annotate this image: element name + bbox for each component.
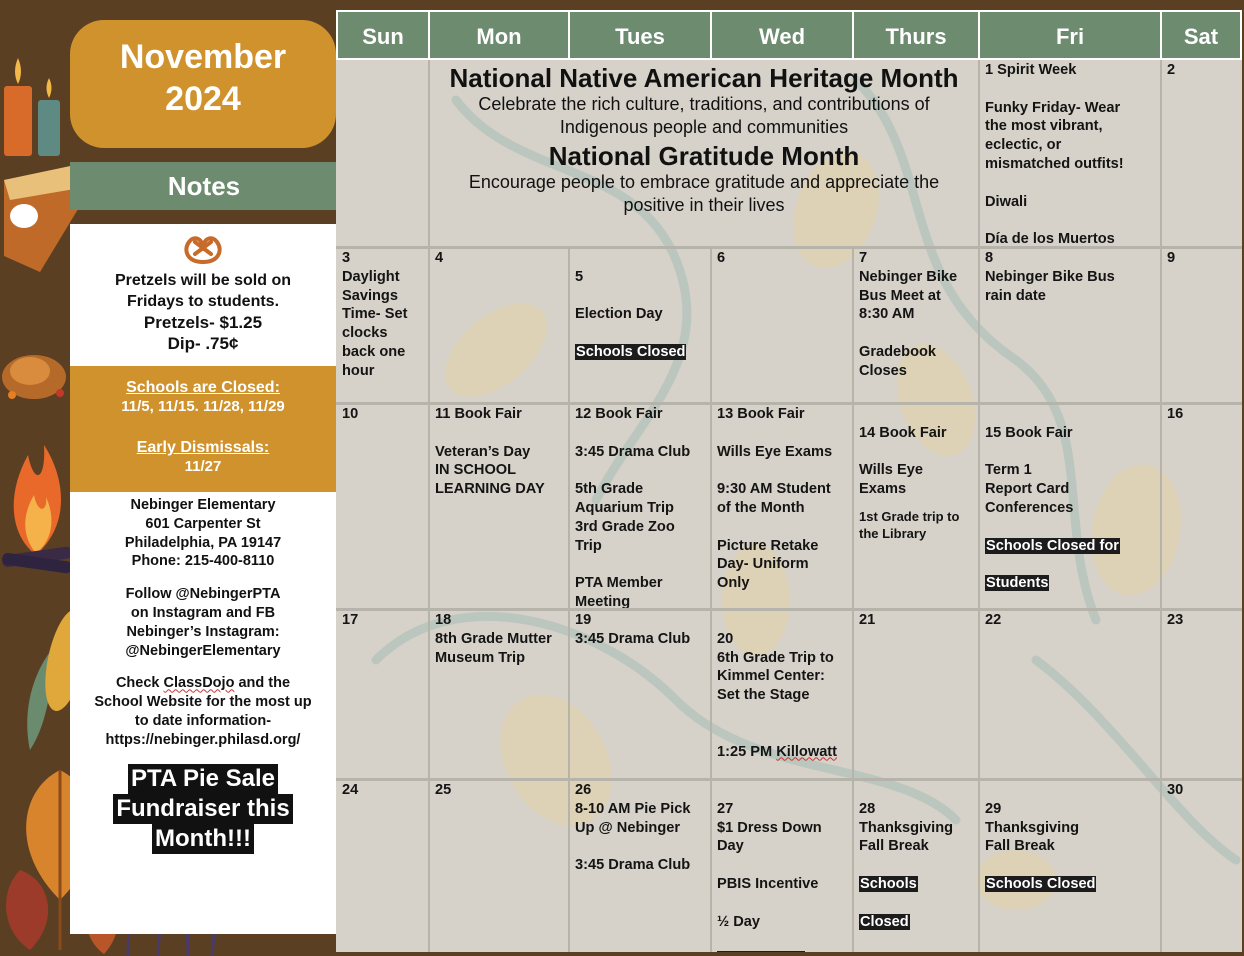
check-line3: to date information- bbox=[134, 712, 272, 729]
notes-heading: Notes bbox=[70, 162, 338, 210]
closed-highlight: Closed bbox=[860, 913, 909, 930]
pretzel-line2: Fridays to students. bbox=[126, 293, 280, 310]
day-cell-nov-11: 11 Book Fair Veteran’s Day IN SCHOOL LEARNING DAY bbox=[435, 406, 545, 498]
day-cell-nov-26: 26 8-10 AM Pie Pick Up @ Nebinger 3:45 Drama Club bbox=[575, 782, 691, 874]
school-website-link[interactable]: https://nebinger.philasd.org/ bbox=[105, 731, 301, 748]
candles-icon bbox=[0, 28, 70, 158]
day-cell-nov-9: 9 bbox=[1167, 250, 1176, 266]
header-sun: Sun bbox=[336, 10, 430, 60]
day-cell-nov-18: 18 8th Grade Mutter Museum Trip bbox=[435, 612, 552, 666]
header-fri: Fri bbox=[978, 10, 1162, 60]
schools-closed-highlight: Schools Closed bbox=[576, 343, 686, 360]
day-cell-nov-21: 21 bbox=[859, 612, 876, 628]
day-cell-nov-8: 8 Nebinger Bike Bus rain date bbox=[985, 250, 1115, 304]
heritage-text-2: Indigenous people and communities bbox=[559, 117, 849, 137]
day-cell-nov-5 bbox=[569, 248, 710, 402]
month-name: November bbox=[119, 38, 287, 76]
gratitude-text-2: positive in their lives bbox=[623, 195, 785, 215]
address-block bbox=[70, 496, 336, 571]
year: 2024 bbox=[165, 80, 241, 118]
campfire-icon bbox=[0, 425, 72, 575]
event-text: 28 Thanksgiving Fall Break bbox=[859, 800, 954, 855]
assembly-time: 1:25 PM bbox=[717, 743, 777, 760]
early-dismissal-highlight bbox=[717, 951, 805, 952]
pretzel-icon bbox=[181, 232, 225, 266]
day-cell-nov-28 bbox=[853, 780, 978, 952]
day-cell-nov-27 bbox=[711, 780, 852, 952]
event-text: 27 $1 Dress Down Day PBIS Incentive ½ Day bbox=[717, 800, 822, 930]
event-text: 15 Book Fair Term 1 Report Card Conferences bbox=[985, 424, 1074, 516]
day-cell-nov-24: 24 bbox=[342, 782, 359, 798]
day-cell-nov-12: 12 Book Fair 3:45 Drama Club 5th Grade Aquarium Trip 3rd Grade Zoo Trip PTA Member Meeting bbox=[575, 406, 691, 608]
day-cell-nov-1: 1 Spirit Week Funky Friday- Wear the most vibrant, eclectic, or mismatched outfits! Diwali Día de los Muertos bbox=[985, 62, 1124, 246]
day-cell-nov-14 bbox=[853, 404, 978, 608]
check-pre: Check bbox=[115, 675, 164, 692]
calendar-grid bbox=[336, 10, 1242, 952]
gratitude-text-1: Encourage people to embrace gratitude and appreciate the bbox=[468, 172, 940, 192]
pretzel-note bbox=[70, 224, 336, 366]
check-post: and the bbox=[234, 675, 291, 692]
day-cell-nov-13: 13 Book Fair Wills Eye Exams 9:30 AM Student of the Month Picture Retake Day- Uniform Only bbox=[717, 406, 833, 592]
schools-closed-highlight: Schools Closed for bbox=[986, 537, 1119, 554]
social-line2: on Instagram and FB bbox=[130, 604, 276, 621]
day-cell-nov-17: 17 bbox=[342, 612, 359, 628]
day-cell-nov-6: 6 bbox=[717, 250, 726, 266]
day-cell-nov-16: 16 bbox=[1167, 406, 1184, 422]
day-number: 5 bbox=[575, 268, 584, 285]
day-cell-nov-3: 3 Daylight Savings Time- Set clocks back one hour bbox=[342, 250, 408, 379]
day-cell-nov-23: 23 bbox=[1167, 612, 1184, 628]
event-text: Election Day bbox=[575, 306, 663, 323]
schools-closed-highlight: Schools Closed bbox=[986, 875, 1096, 892]
social-line1: Follow @NebingerPTA bbox=[125, 586, 281, 603]
heritage-month-heading: National Native American Heritage Month bbox=[449, 63, 959, 93]
closures-note bbox=[70, 366, 336, 492]
day-cell-nov-2: 2 bbox=[1167, 62, 1176, 78]
day-cell-nov-22: 22 bbox=[985, 612, 1002, 628]
school-name: Nebinger Elementary bbox=[130, 497, 276, 513]
day-cell-nov-7: 7 Nebinger Bike Bus Meet at 8:30 AM Gradebook Closes bbox=[859, 250, 958, 379]
turkey-icon bbox=[0, 335, 70, 405]
classdojo-text: ClassDojo bbox=[163, 675, 235, 692]
header-sat: Sat bbox=[1160, 10, 1242, 60]
event-text: 20 6th Grade Trip to Kimmel Center: Set the Stage bbox=[717, 630, 834, 704]
social-line4: @NebingerElementary bbox=[125, 642, 281, 659]
header-wed: Wed bbox=[710, 10, 854, 60]
students-highlight: Students bbox=[986, 575, 1049, 592]
event-text: 29 Thanksgiving Fall Break bbox=[985, 800, 1080, 855]
early-dates: 11/27 bbox=[184, 458, 222, 475]
observance-banner bbox=[430, 62, 978, 246]
check-line2: School Website for the most up bbox=[94, 694, 312, 711]
schools-highlight: Schools bbox=[860, 875, 917, 892]
check-block bbox=[70, 674, 336, 749]
pretzel-price: Pretzels- $1.25 bbox=[143, 313, 263, 332]
dip-price: Dip- .75¢ bbox=[167, 334, 239, 353]
library-trip-text: 1st Grade trip to the Library bbox=[859, 508, 960, 541]
school-info bbox=[70, 492, 336, 934]
closed-heading: Schools are Closed: bbox=[126, 379, 280, 396]
day-cell-nov-4: 4 bbox=[435, 250, 444, 266]
killowatt-text: Killowatt bbox=[776, 743, 838, 760]
social-line3: Nebinger’s Instagram: bbox=[126, 623, 280, 640]
school-phone: Phone: 215-400-8110 bbox=[131, 553, 275, 570]
day-cell-nov-30: 30 bbox=[1167, 782, 1184, 798]
pie-sale-line1: PTA Pie Sale bbox=[128, 764, 278, 794]
header-thu: Thurs bbox=[852, 10, 980, 60]
day-cell-nov-15 bbox=[979, 404, 1160, 608]
header-tue: Tues bbox=[568, 10, 712, 60]
school-street: 601 Carpenter St bbox=[145, 515, 261, 532]
header-mon: Mon bbox=[428, 10, 570, 60]
month-title bbox=[70, 20, 336, 148]
pie-sale-banner bbox=[70, 764, 336, 854]
day-cell-nov-20 bbox=[711, 610, 852, 778]
day-cell-nov-25: 25 bbox=[435, 782, 452, 798]
early-heading: Early Dismissals: bbox=[136, 439, 270, 456]
pretzel-line1: Pretzels will be sold on bbox=[114, 272, 292, 289]
day-cell-nov-10: 10 bbox=[342, 406, 359, 422]
pie-sale-line2: Fundraiser this bbox=[113, 794, 292, 824]
day-cell-nov-29 bbox=[979, 780, 1160, 952]
pie-sale-line3: Month!!! bbox=[152, 824, 254, 854]
closed-dates: 11/5, 11/15. 11/28, 11/29 bbox=[121, 398, 285, 415]
event-text: 14 Book Fair Wills Eye Exams bbox=[859, 424, 947, 498]
social-block bbox=[70, 585, 336, 660]
school-city: Philadelphia, PA 19147 bbox=[124, 534, 282, 551]
heritage-text-1: Celebrate the rich culture, traditions, and contributions of bbox=[478, 94, 930, 114]
gratitude-month-heading: National Gratitude Month bbox=[548, 141, 860, 171]
day-cell-nov-19: 19 3:45 Drama Club bbox=[575, 612, 691, 647]
